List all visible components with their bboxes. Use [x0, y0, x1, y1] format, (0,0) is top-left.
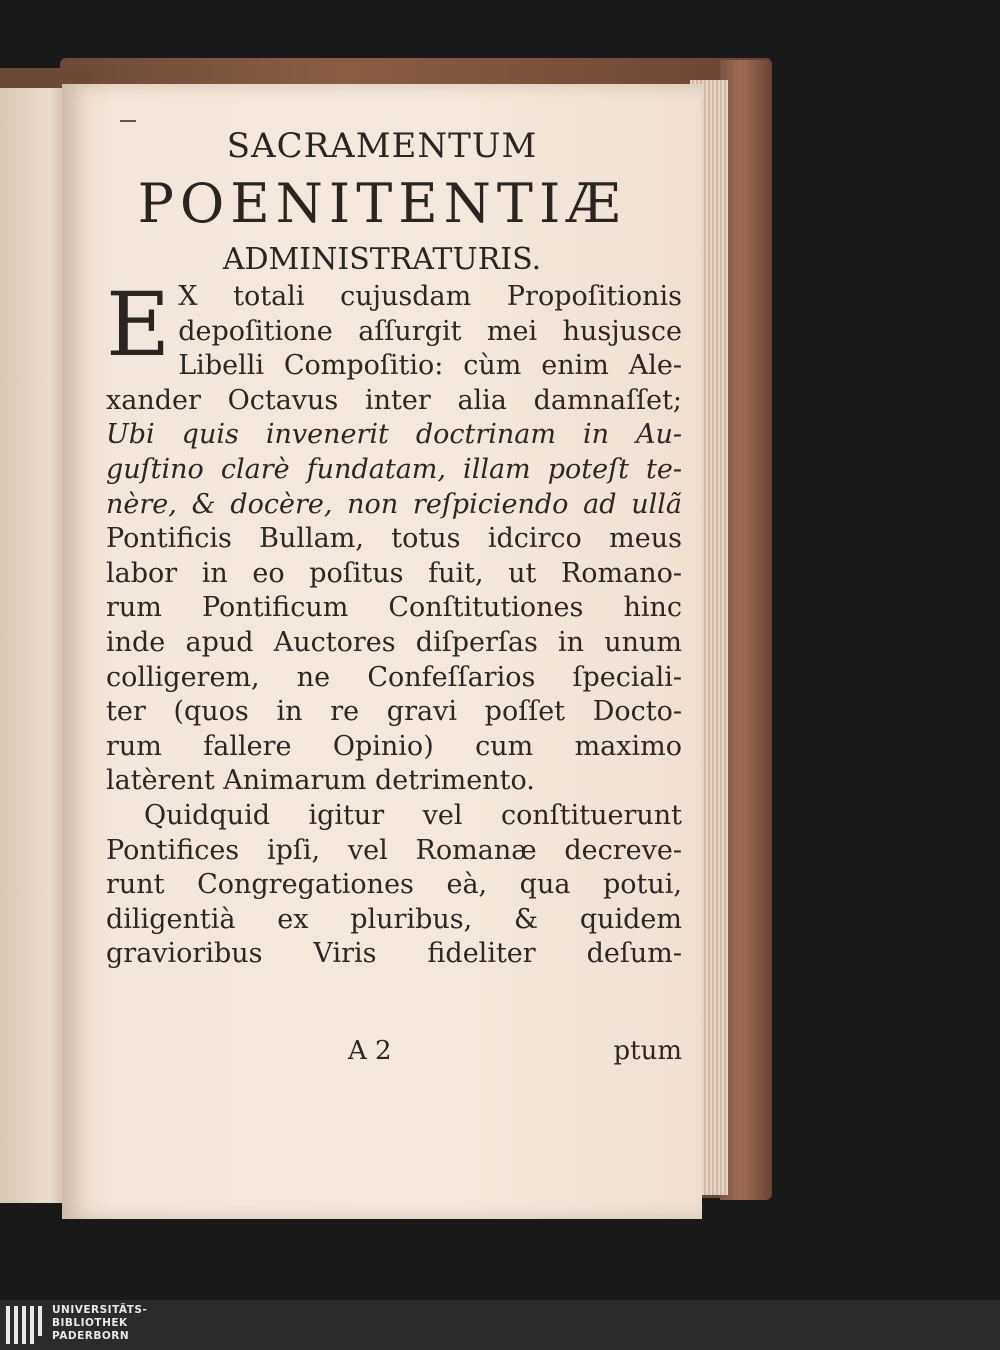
text-line: nère, & docère, non reſpiciendo ad ullã	[106, 488, 682, 520]
left-page	[0, 88, 70, 1203]
text-line: X totali cujusdam Propoſitionis	[178, 281, 682, 312]
text-line: inde apud Auctores diſperſas in unum	[106, 626, 682, 658]
text-lines	[106, 273, 682, 972]
text-line: Libelli Compoſitio: cùm enim Ale-	[178, 350, 682, 382]
drop-cap: E	[106, 273, 171, 376]
signature-mark: A 2	[348, 1036, 392, 1066]
text-line: rum fallere Opinio) cum maximo	[106, 730, 682, 762]
text-line: rum Pontificum Conſtitutiones hinc	[106, 592, 682, 624]
library-name-line-3: PADERBORN	[52, 1330, 130, 1342]
text-line: Quidquid igitur vel conſtituerunt	[144, 799, 682, 831]
text-line: Pontifices ipſi, vel Romanæ decreve-	[106, 834, 682, 866]
library-name-line-2: BIBLIOTHEK	[52, 1317, 128, 1329]
text-line: Ubi quis invenerit doctrinam in Au-	[106, 419, 682, 451]
title-line-2: POENITENTIÆ	[137, 172, 627, 235]
text-line: guſtino clarè fundatam, illam poteſt te-	[106, 453, 682, 485]
text-line: colligerem, ne Confeſſarios ſpeciali-	[106, 661, 682, 693]
text-line: ter (quos in re gravi poſſet Docto-	[106, 696, 682, 728]
book-page	[62, 84, 702, 1219]
text-line: depoſitione aſſurgit mei husjusce	[178, 315, 682, 347]
header-dash	[120, 120, 136, 122]
text-line: diligentià ex pluribus, & quidem	[106, 903, 682, 935]
text-line: runt Congregationes eà, qua potui,	[106, 869, 682, 901]
text-line: gravioribus Viris fideliter deſum-	[106, 938, 682, 970]
library-logo-icon	[6, 1306, 42, 1344]
body-text	[106, 273, 682, 972]
text-line: xander Octavus inter alia damnaſſet;	[106, 384, 682, 416]
title-line-1: SACRAMENTUM	[226, 126, 538, 166]
text-line: Pontificis Bullam, totus idcirco meus	[106, 523, 682, 555]
page-footer	[106, 1036, 682, 1076]
library-name	[52, 1304, 147, 1343]
catchword: ptum	[613, 1036, 682, 1066]
library-name-line-1: UNIVERSITÄTS-	[52, 1304, 148, 1316]
text-line: labor in eo poſitus fuit, ut Romano-	[106, 557, 682, 589]
library-bar	[0, 1300, 1000, 1350]
title-line-3: ADMINISTRATURIS.	[222, 242, 542, 277]
text-line: latèrent Animarum detrimento.	[106, 765, 535, 797]
